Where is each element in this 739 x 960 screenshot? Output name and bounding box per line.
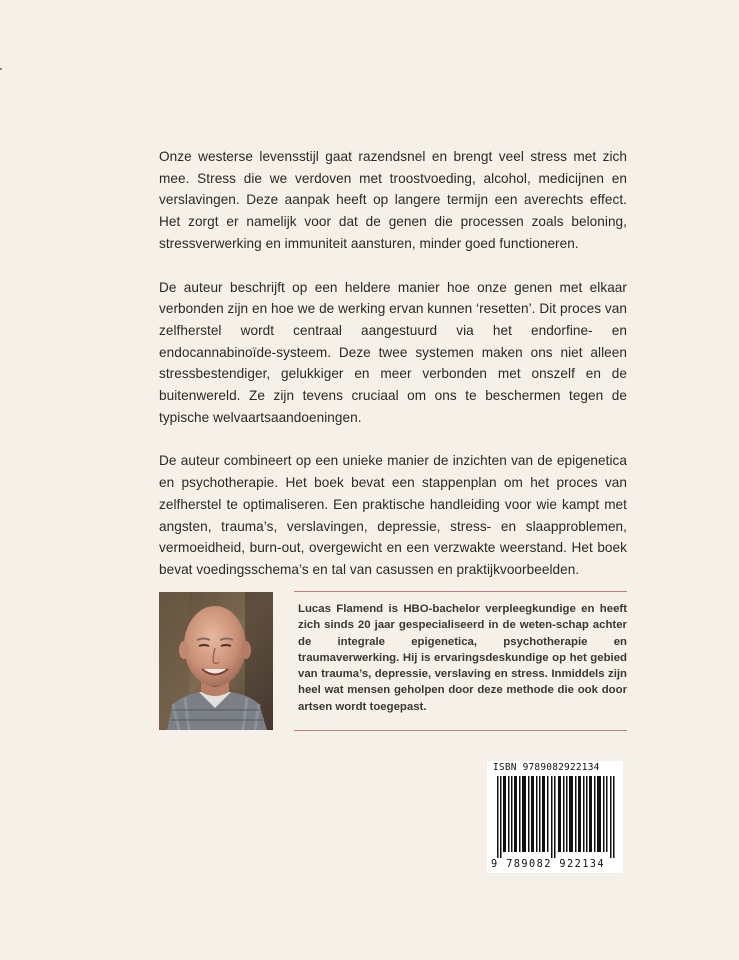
- crop-mark: [0, 68, 2, 70]
- blurb-paragraph-3: De auteur combineert op een unieke manier de inzichten van de epigenetica en psychotherapie. Het boek bevat een stappenplan om het proces van zelfherstel te optimaliseren. Een praktische handleiding voor wie kampt met angsten, trauma’s, verslavingen, depressie, stress- en slaapproblemen, vermoeidheid, burn-out, overgewicht en een verzwakte weerstand. Het boek bevat voedingsschema’s en tal van casussen en praktijkvoorbeelden.: [159, 453, 627, 577]
- divider-top: [294, 591, 627, 592]
- ean-digits: 9 789082 922134: [491, 858, 605, 870]
- barcode-bars: [497, 776, 615, 858]
- isbn-label: ISBN 9789082922134: [493, 762, 600, 773]
- divider-bottom: [294, 730, 627, 731]
- isbn-barcode: [487, 761, 623, 873]
- blurb-text: [159, 146, 627, 603]
- author-bio: Lucas Flamend is HBO-bachelor verpleegkundige en heeft zich sinds 20 jaar gespecialiseerd in de weten-schap achter de integrale epigenetica, psychotherapie en traumaverwerking. Hij is ervaringsdeskundige op het gebied van trauma’s, depressie, verslaving en stress. Inmiddels zijn heel wat mensen geholpen door deze methode die ook door artsen wordt toegepast.: [298, 603, 627, 713]
- blurb-paragraph-1: Onze westerse levensstijl gaat razendsnel en brengt veel stress met zich mee. Stress die we verdoven met troostvoeding, alcohol, medicijnen en verslavingen. Deze aanpak heeft op langere termijn een averechts effect. Het zorgt er namelijk voor dat de genen die processen zoals beloning, stressverwerking en immuniteit aansturen, minder goed functioneren.: [159, 149, 627, 251]
- author-photo: [159, 592, 273, 730]
- blurb-paragraph-2: De auteur beschrijft op een heldere manier hoe onze genen met elkaar verbonden zijn en hoe we de werking ervan kunnen ‘resetten’. Dit proces van zelfherstel wordt centraal aangestuurd via het endorfine- en endocannabinoïde-systeem. Deze twee systemen maken ons niet alleen stressbestendiger, gelukkiger en meer verbonden met onszelf en de buitenwereld. Ze zijn tevens cruciaal om ons te beschermen tegen de typische welvaartsaandoeningen.: [159, 279, 627, 425]
